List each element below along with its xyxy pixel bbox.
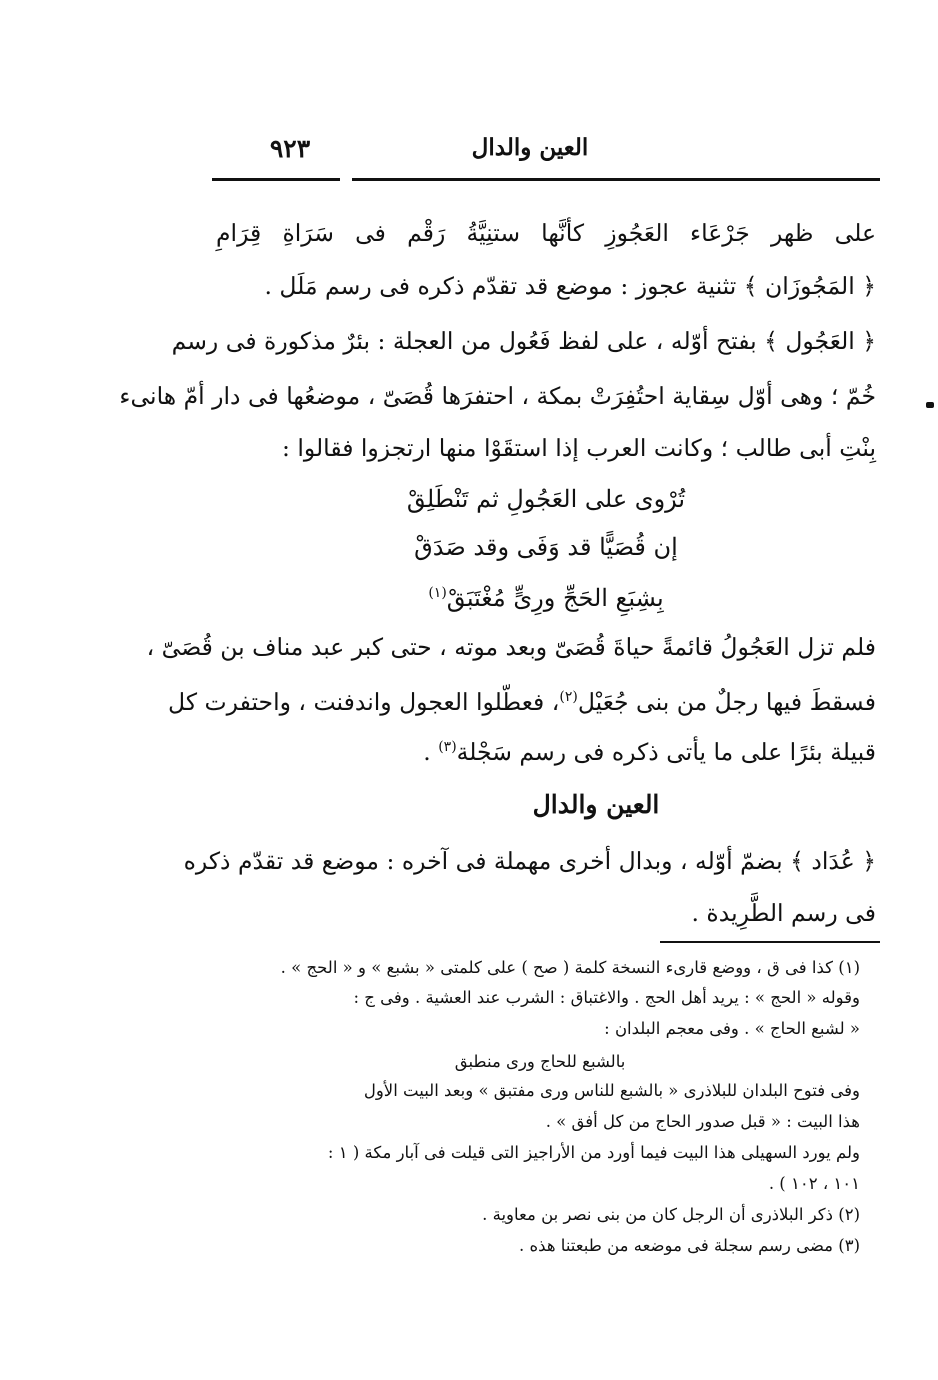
body-line-4: خُمّ ؛ وهى أوّل سِقاية احتُفِرَتْ بمكة ، احتفرَها قُصَىّ ، موضعُها فى دار أمّ هانىء xyxy=(119,382,876,410)
body-line-7-start: فسقطَ فيها رجلٌ من بنى جُعَيْل xyxy=(577,687,876,716)
section-line-2: فى رسم الطَّرِيدة . xyxy=(691,899,876,927)
footnote-ref-3: (٣) xyxy=(438,739,457,755)
body-line-3: ﴿ العَجُول ﴾ بفتح أوّله ، على لفظ فَعُول من العجلة : بئرٌ مذكورة فى رسم xyxy=(171,327,876,355)
verse-line-1: تُرْوى على العَجُولِ ثم تَنْطَلِقْ xyxy=(406,485,686,513)
footnote-line-5: وفى فتوح البلدان للبلاذرى « بالشبع للناس ورى مفتبق » وبعد البيت الأول xyxy=(363,1081,860,1100)
footnote-line-6: هذا البيت : « قبل صدور الحاج من كل أفق » . xyxy=(545,1112,860,1131)
running-header-title: العين والدال xyxy=(471,134,589,161)
footnote-line-9: (٢) ذكر البلاذرى أن الرجل كان من بنى نصر بن معاوية . xyxy=(482,1205,860,1224)
verse-line-2: إن قُصَيًّا قد وَفَى وقد صَدَقْ xyxy=(414,533,678,561)
body-line-8-text: قبيلة بئرًا على ما يأتى ذكره فى رسم سَجْلة xyxy=(456,737,876,766)
footnote-line-8: ١٠١ ، ١٠٢ ) . xyxy=(768,1174,860,1193)
body-line-2: ﴿ المَجُوزَان ﴾ تثنية عجوز : موضع قد تقدّم ذكره فى رسم مَلَل . xyxy=(264,272,876,300)
header-rule-right xyxy=(352,178,880,181)
footnote-line-7: ولم يورد السهيلى هذا البيت فيما أورد من الأراجيز التى قيلت فى آبار مكة ( ١ : xyxy=(327,1143,860,1162)
footnote-separator xyxy=(660,941,880,943)
verse-line-3-text: بِشِبَعِ الحَجِّ ورِىٍّ مُغْتَبَقْ xyxy=(446,584,664,612)
footnote-line-2: وقوله « الحج » : يريد أهل الحج . والاغتباق : الشرب عند العشية . وفى ج : xyxy=(353,988,860,1007)
footnote-line-3: « لشبع الحاج » . وفى معجم البلدان : xyxy=(604,1019,860,1038)
body-line-5: بِنْتِ أبى طالب ؛ وكانت العرب إذا استقَوْا منها ارتجزوا فقالوا : xyxy=(281,434,876,462)
header-rule-left xyxy=(212,178,340,181)
verse-line-3 xyxy=(216,586,876,610)
footnote-line-1: (١) كذا فى ق ، ووضع قارىء النسخة كلمة ( صح ) على كلمتى « بشبع » و « الحج » . xyxy=(280,958,860,977)
body-line-7-end: ، فعطّلوا العجول واندفنت ، واحتفرت كل xyxy=(168,687,560,716)
body-line-8-end: . xyxy=(423,737,439,766)
page-number: ٩٢٣ xyxy=(269,134,311,163)
footnote-ref-2: (٢) xyxy=(559,689,578,705)
section-heading: العين والدال xyxy=(532,790,660,819)
footnote-line-10: (٣) مضى رسم سجلة فى موضعه من طبعتنا هذه . xyxy=(519,1236,860,1255)
section-line-1: ﴿ عُدَاد ﴾ بضمّ أوّله ، وبدال أخرى مهملة فى آخره : موضع قد تقدّم ذكره xyxy=(183,847,876,875)
body-line-7 xyxy=(168,687,876,716)
footnote-ref-1: (١) xyxy=(428,585,447,601)
body-line-1: على ظهر جَرْعَاء العَجُوزِ كأنَّها ستنِيَّةُ رَقْم فى سَرَاةِ قِرَامِ xyxy=(216,219,876,247)
body-line-6: فلم تزل العَجُولُ قائمةً حياةَ قُصَىّ وبعد موته ، حتى كبر عبد مناف بن قُصَىّ ، xyxy=(146,633,876,661)
footnote-line-4: بالشبع للحاج ورى منطبق xyxy=(454,1052,626,1071)
body-line-8 xyxy=(216,737,876,766)
margin-mark xyxy=(926,402,934,408)
